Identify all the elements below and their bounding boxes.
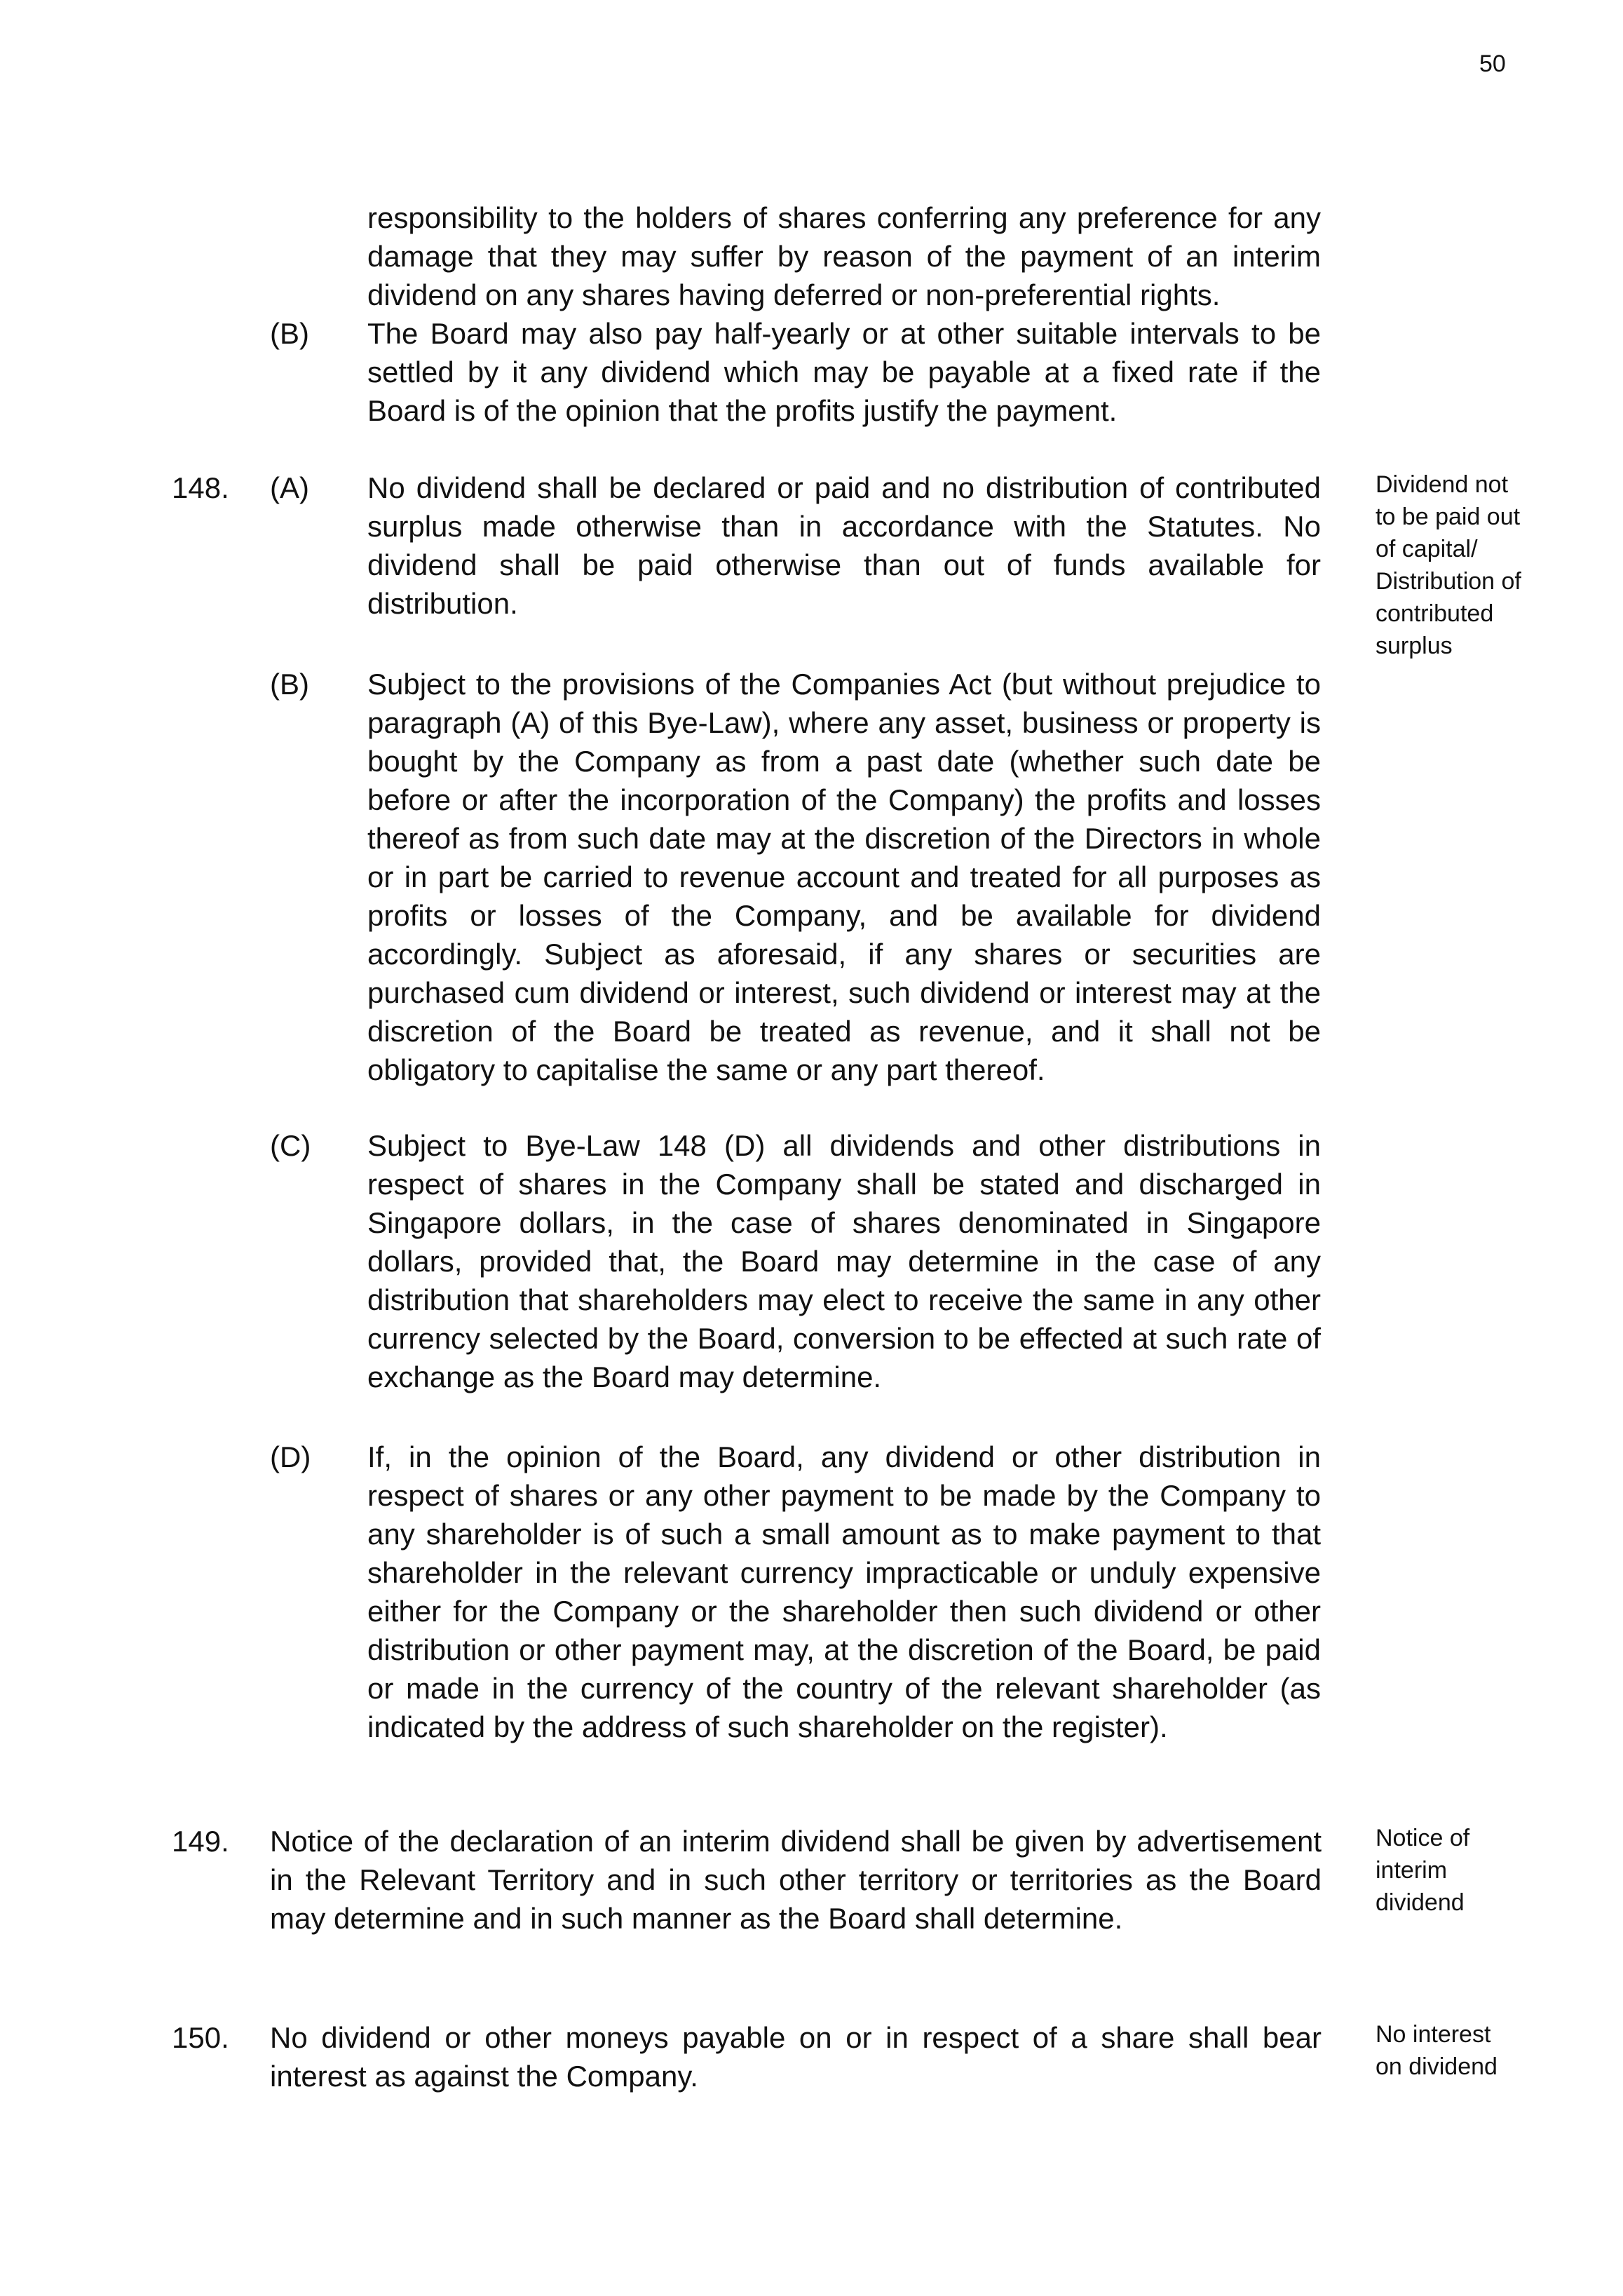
clause-149-text: Notice of the declaration of an interim dividend shall be given by advertisement in the Relevant Territory and in such other territory or territories as the Board may determine and in such manner as the Board shall determine. [270, 1825, 1322, 1935]
clause-148-number: 148. [172, 471, 229, 504]
para-147b-text: The Board may also pay half-yearly or at other suitable intervals to be settled by it any dividend which may be payable at a fixed rate if the Board is of the opinion that the profits justify the payment. [367, 317, 1321, 427]
clause-148b-text: Subject to the provisions of the Companies Act (but without prejudice to paragraph (A) of this Bye-Law), where any asset, business or property is bought by the Company as from a past date (whether such date be before or after the incorporation of the Company) the profits and losses thereof as from such date may at the discretion of the Directors in whole or in part be carried to revenue account and treated for all purposes as profits or losses of the Company, and be available for dividend accordingly. Subject as aforesaid, if any shares or securities are purchased cum dividend or interest, such dividend or interest may at the discretion of the Board be treated as revenue, and it shall not be obligatory to capitalise the same or any part thereof. [367, 668, 1321, 1086]
clause-148b-letter: (B) [270, 668, 309, 701]
clause-148a-letter: (A) [270, 471, 309, 504]
clause-149-number: 149. [172, 1825, 229, 1858]
clause-148d-text: If, in the opinion of the Board, any dividend or other distribution in respect of shares or any other payment to be made by the Company to any shareholder is of such a small amount as to make payment to that shareholder in the relevant currency impracticable or unduly expensive either for the Company or the shareholder then such dividend or other distribution or other payment may, at the discretion of the Board, be paid or made in the currency of the country of the relevant shareholder (as indicated by the address of such shareholder on the register). [367, 1440, 1321, 1743]
page-number: 50 [1479, 50, 1506, 77]
clause-148a-text: No dividend shall be declared or paid and no distribution of contributed surplus made otherwise than in accordance with the Statutes. No dividend shall be paid otherwise than out of funds available for distribution. [367, 471, 1321, 620]
clause-149-margin-note: Notice of interim dividend [1376, 1825, 1470, 1916]
clause-150-text: No dividend or other moneys payable on or in respect of a share shall bear interest as against the Company. [270, 2021, 1322, 2093]
clause-148c-letter: (C) [270, 1129, 311, 1162]
para-147b-letter: (B) [270, 317, 309, 350]
continuation-paragraph: responsibility to the holders of shares conferring any preference for any damage that they may suffer by reason of the payment of an interim dividend on any shares having deferred or non-preferential rights. [367, 201, 1321, 311]
clause-148c-text: Subject to Bye-Law 148 (D) all dividends and other distributions in respect of shares in the Company shall be stated and discharged in Singapore dollars, in the case of shares denominated in Singapore dollars, provided that, the Board may determine in the case of any distribution that shareholders may elect to receive the same in any other currency selected by the Board, conversion to be effected at such rate of exchange as the Board may determine. [367, 1129, 1321, 1393]
clause-148d-letter: (D) [270, 1440, 311, 1473]
clause-148-margin-note: Dividend not to be paid out of capital/ Distribution of contributed surplus [1376, 471, 1521, 659]
clause-150-number: 150. [172, 2021, 229, 2054]
clause-150-margin-note: No interest on dividend [1376, 2021, 1498, 2080]
